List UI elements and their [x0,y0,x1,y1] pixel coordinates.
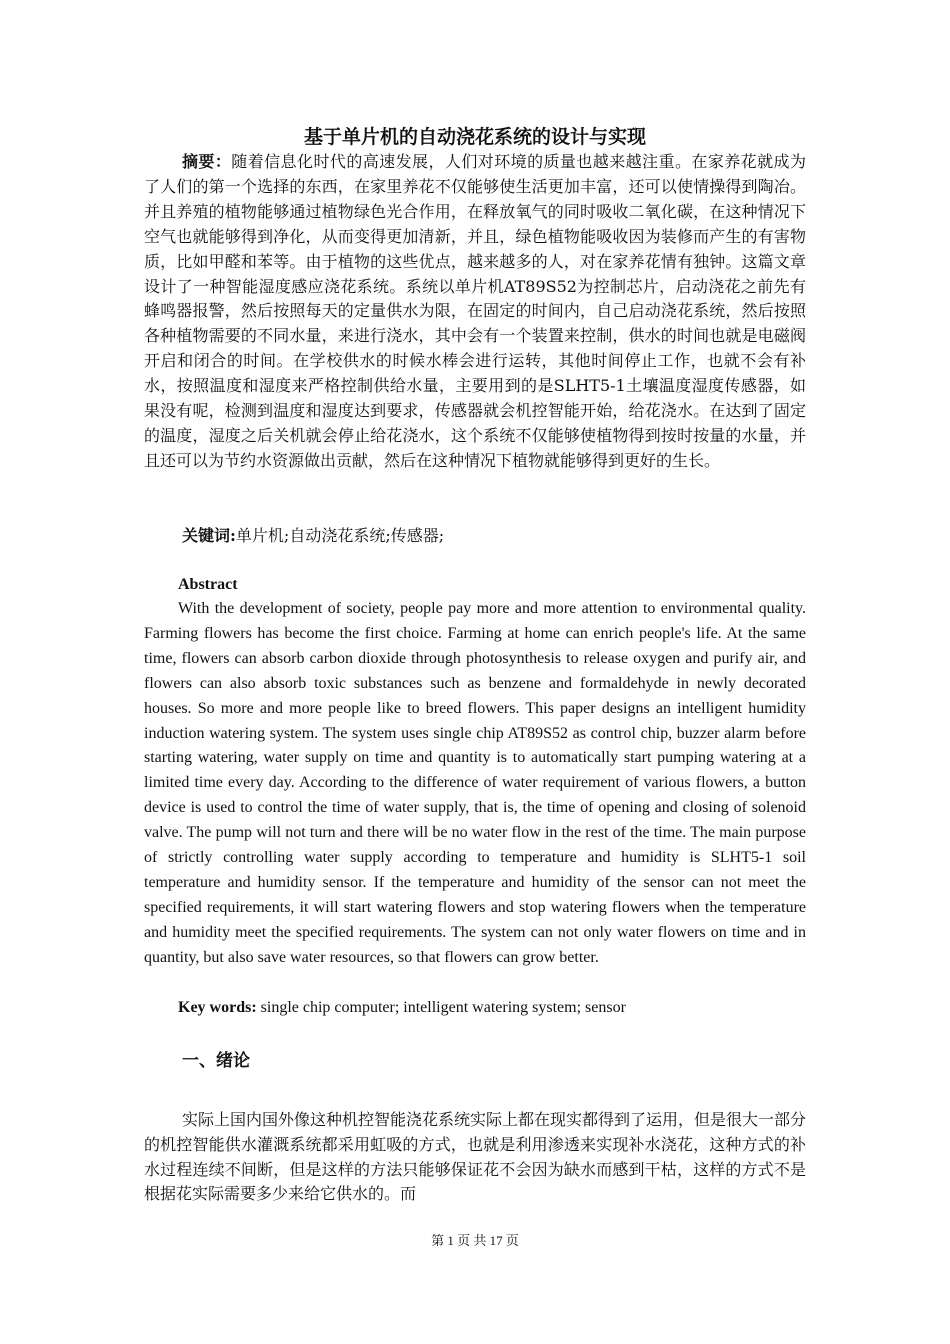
document-title: 基于单片机的自动浇花系统的设计与实现 [303,126,646,148]
english-keywords-text: single chip computer; intelligent watering system; sensor [256,999,626,1016]
chinese-keywords-label: 关键词: [182,526,236,545]
english-abstract-text: With the development of society, people pay more and more attention to environmental quality. Farming flowers has become the first choice. Farming at home can enrich people's life. At the same time, flowers can absorb carbon dioxide through photosynthesis to release oxygen and purify air, and flowers can also absorb toxic substances such as benzene and formaldehyde in newly decorated houses. So more and more people like to breed flowers. This paper designs an intelligent humidity induction watering system. The system uses single chip AT89S52 as control chip, buzzer alarm before starting watering, water supply on time and quantity is to automatically start pumping watering at a limited time every day. According to the difference of water requirement of various flowers, a button device is used to control the time of water supply, that is, the time of opening and closing of solenoid valve. The pump will not turn and there will be no water flow in the rest of the time. The main purpose of strictly controlling water supply according to temperature and humidity is SLHT5-1 soil temperature and humidity sensor. If the temperature and humidity of the sensor can not meet the specified requirements, it will start watering flowers and stop watering flowers when the temperature and humidity meet the specified requirements. The system can not only water flowers on time and in quantity, but also save water resources, so that flowers can grow better. [144,600,806,966]
introduction-paragraph: 实际上国内国外像这种机控智能浇花系统实际上都在现实都得到了运用，但是很大一部分的机控智能供水灌溉系统都采用虹吸的方式，也就是利用渗透来实现补水浇花，这种方式的补水过程连续不间断，但是这样的方法只能够保证花不会因为缺水而感到干枯，这样的方式不是根据花实际需要多少来给它供水的。而 [144,1110,807,1204]
chinese-abstract-label: 摘要： [182,152,232,171]
chinese-keywords-text: 单片机;自动浇花系统;传感器; [235,526,445,545]
chinese-abstract [144,150,806,474]
section-heading-introduction: 一、绪论 [182,1051,250,1071]
chinese-abstract-text: 随着信息化时代的高速发展，人们对环境的质量也越来越注重。在家养花就成为了人们的第一个选择的东西，在家里养花不仅能够使生活更加丰富，还可以使情操得到陶冶。并且养殖的植物能够通过植物绿色光合作用，在释放氧气的同时吸收二氧化碳，在这种情况下空气也就能够得到净化，从而变得更加清新，并且，绿色植物能吸收因为装修而产生的有害物质，比如甲醛和苯等。由于植物的这些优点，越来越多的人，对在家养花情有独钟。这篇文章设计了一种智能湿度感应浇花系统。系统以单片机AT89S52为控制芯片，启动浇花之前先有蜂鸣器报警，然后按照每天的定量供水为限，在固定的时间内，自己启动浇花系统，然后按照各种植物需要的不同水量，来进行浇水，其中会有一个装置来控制，供水的时间也就是电磁阀开启和闭合的时间。在学校供水的时候水棒会进行运转，其他时间停止工作，也就不会有补水，按照温度和湿度来严格控制供给水量，主要用到的是SLHT5-1土壤温度湿度传感器，如果没有呢，检测到温度和湿度达到要求，传感器就会机控智能开始，给花浇水。在达到了固定的温度，湿度之后关机就会停止给花浇水，这个系统不仅能够使植物得到按时按量的水量，并且还可以为节约水资源做出贡献，然后在这种情况下植物就能够得到更好的生长。 [144,152,806,470]
chinese-keywords [144,524,806,548]
english-keywords-label: Key words: [178,999,257,1016]
english-abstract-heading: Abstract [178,576,238,593]
page-footer: 第 1 页 共 17 页 [431,1233,519,1248]
english-keywords [144,996,806,1020]
